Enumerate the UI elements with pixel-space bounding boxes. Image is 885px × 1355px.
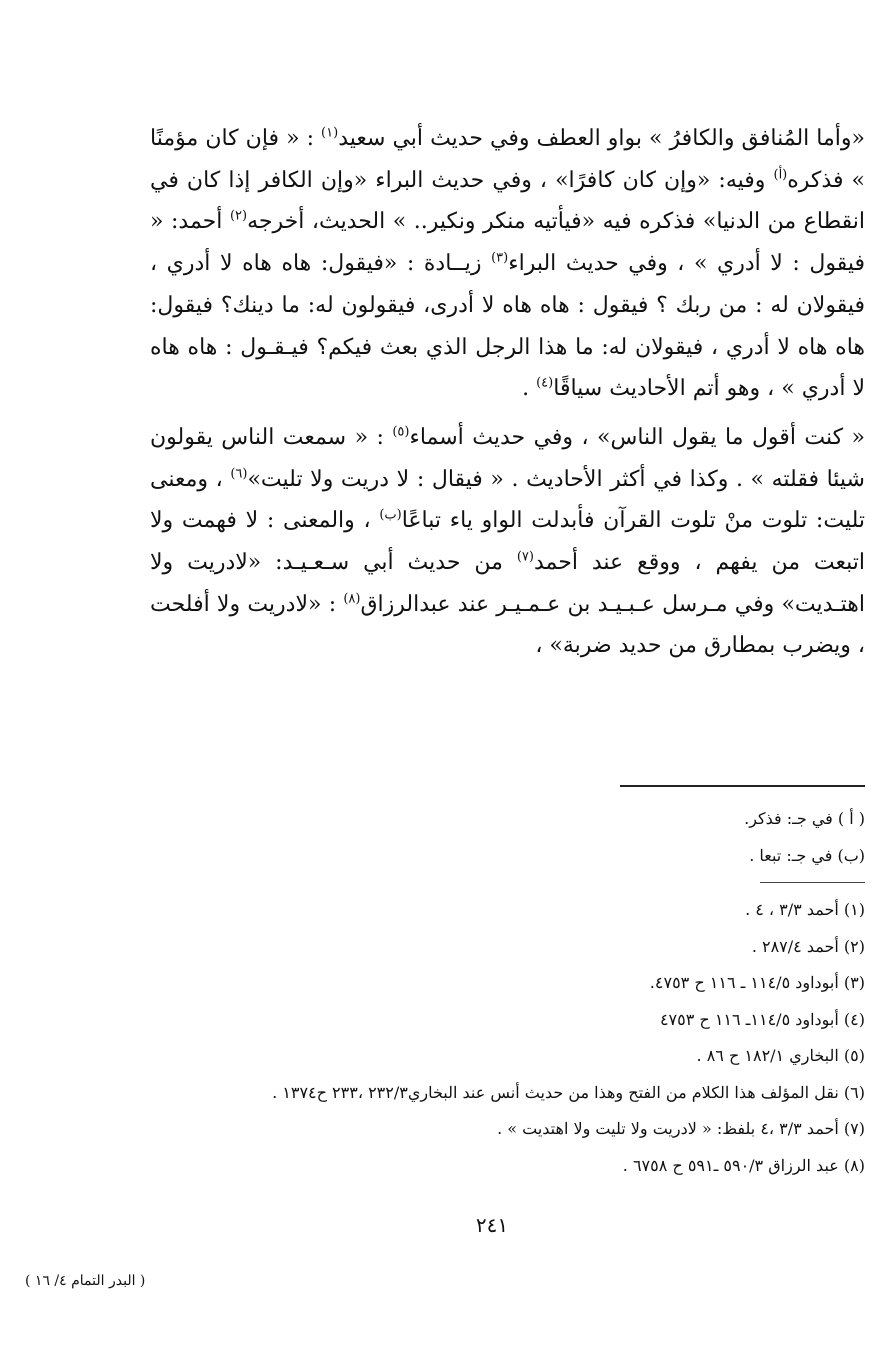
text-run: ، ومعنى تليت: تلوت منْ تلوت القرآن فأبدلت الواو ياء تباعًا [150,466,865,534]
footnote-ref-5[interactable]: (٥) [392,424,410,440]
text-run: ، والمعنى : لا فهمت ولا اتبعت من يفهم ، ووقع عند أحمد [150,508,865,576]
footnote-ref-6[interactable]: (٦) [230,466,248,482]
paragraph-2 [150,417,865,667]
footnote-ref-b[interactable]: (ب) [379,508,402,523]
page-number: ٢٤١ [475,1213,509,1237]
footnote-6: (٦) نقل المؤلف هذا الكلام من الفتح وهذا من حديث أنس عند البخاري٢٣٢/٣ ،٢٣٣ ح١٣٧٤ . [272,1082,865,1102]
footnote-ref-4[interactable]: (٤) [536,375,554,391]
text-run: من حديث أبي سـعـيـد: «لادريت ولا اهتـديت» وفي مـرسل عـبـيـد بن عـمـيـر عند عبدالرزاق [150,550,865,617]
footnote-ref-1[interactable]: (١) [321,125,339,141]
footnote-separator [620,785,865,787]
paragraph-1 [150,118,865,410]
text-run: أحمد: « فيقول : لا أدري » ، وفي حديث البراء [150,209,865,277]
footnote-ref-a[interactable]: (أ) [773,167,788,183]
text-run: وفيه: «وإن كان كافرًا» ، وفي حديث البراء «وإن الكافر إذا كان في انقطاع من الدنيا» فذكره فيه «فيأتيه منكر ونكير.. » الحديث، أخرجه [150,167,865,235]
footnotes-variant-readings [150,800,865,874]
footnote-1: (١) أحمد ٣/٣ ، ٤ . [745,900,865,919]
text-run: : « فإن كان مؤمنًا » فذكره [150,126,866,193]
footnote-2: (٢) أحمد ٢٨٧/٤ . [751,936,865,956]
footnote-b: (ب) في جـ: تبعا . [749,846,865,865]
footnote-ref-3[interactable]: (٣) [491,250,509,266]
footnote-8: (٨) عبد الرزاق ٥٩٠/٣ ـ٥٩١ ح ٦٧٥٨ . [622,1155,865,1175]
footnotes-sources [150,892,865,1184]
footnote-ref-7[interactable]: (٧) [516,549,534,565]
footnote-ref-2[interactable]: (٢) [229,209,248,225]
main-text [150,118,865,667]
footnote-7: (٧) أحمد ٣/٣ ،٤ بلفظ: « لادريت ولا تليت ولا اهتديت » . [497,1119,865,1138]
footnote-3: (٣) أبوداود ١١٤/٥ ـ ١١٦ ح ٤٧٥٣. [649,973,865,992]
text-run: زيــادة : «فيقول: هاه هاه لا أدري ، فيقولان له : من ربك ؟ فيقول : هاه هاه لا أدرى، فيقولون له: ما دينك؟ فيقول: هاه هاه لا أدري ، فيقولان له: ما هذا الرجل الذي بعث فيكم؟ فيـقـول : هاه هاه لا أدري » ، وهو أتم الأحاديث سياقًا [150,251,865,402]
text-run: « كنت أقول ما يقول الناس» ، وفي حديث أسماء [409,424,865,450]
footnote-a: ( أ ) في جـ: فذكر. [744,809,865,828]
printer-signature: ( البدر التمام ٤/ ١٦ ) [25,1273,146,1289]
footnote-5: (٥) البخاري ١٨٢/١ ح ٨٦ . [696,1046,865,1065]
text-run: : « سمعت الناس يقولون شيئا فقلته » . وكذا في أكثر الأحاديث . « فيقال : لا دريت ولا تليت» [150,424,865,492]
footnote-ref-8[interactable]: (٨) [343,591,361,607]
footnote-4: (٤) أبوداود ١١٤/٥ـ ١١٦ ح ٤٧٥٣ [659,1009,865,1029]
text-run: «وأما المُنافق والكافرُ » بواو العطف وفي حديث أبي سعيد [338,126,865,151]
text-run: : «لادريت ولا أفلحت ، ويضرب بمطارق من حديد ضربة» ، [150,591,865,659]
footnote-separator-short [760,882,865,883]
text-run: . [522,376,537,402]
